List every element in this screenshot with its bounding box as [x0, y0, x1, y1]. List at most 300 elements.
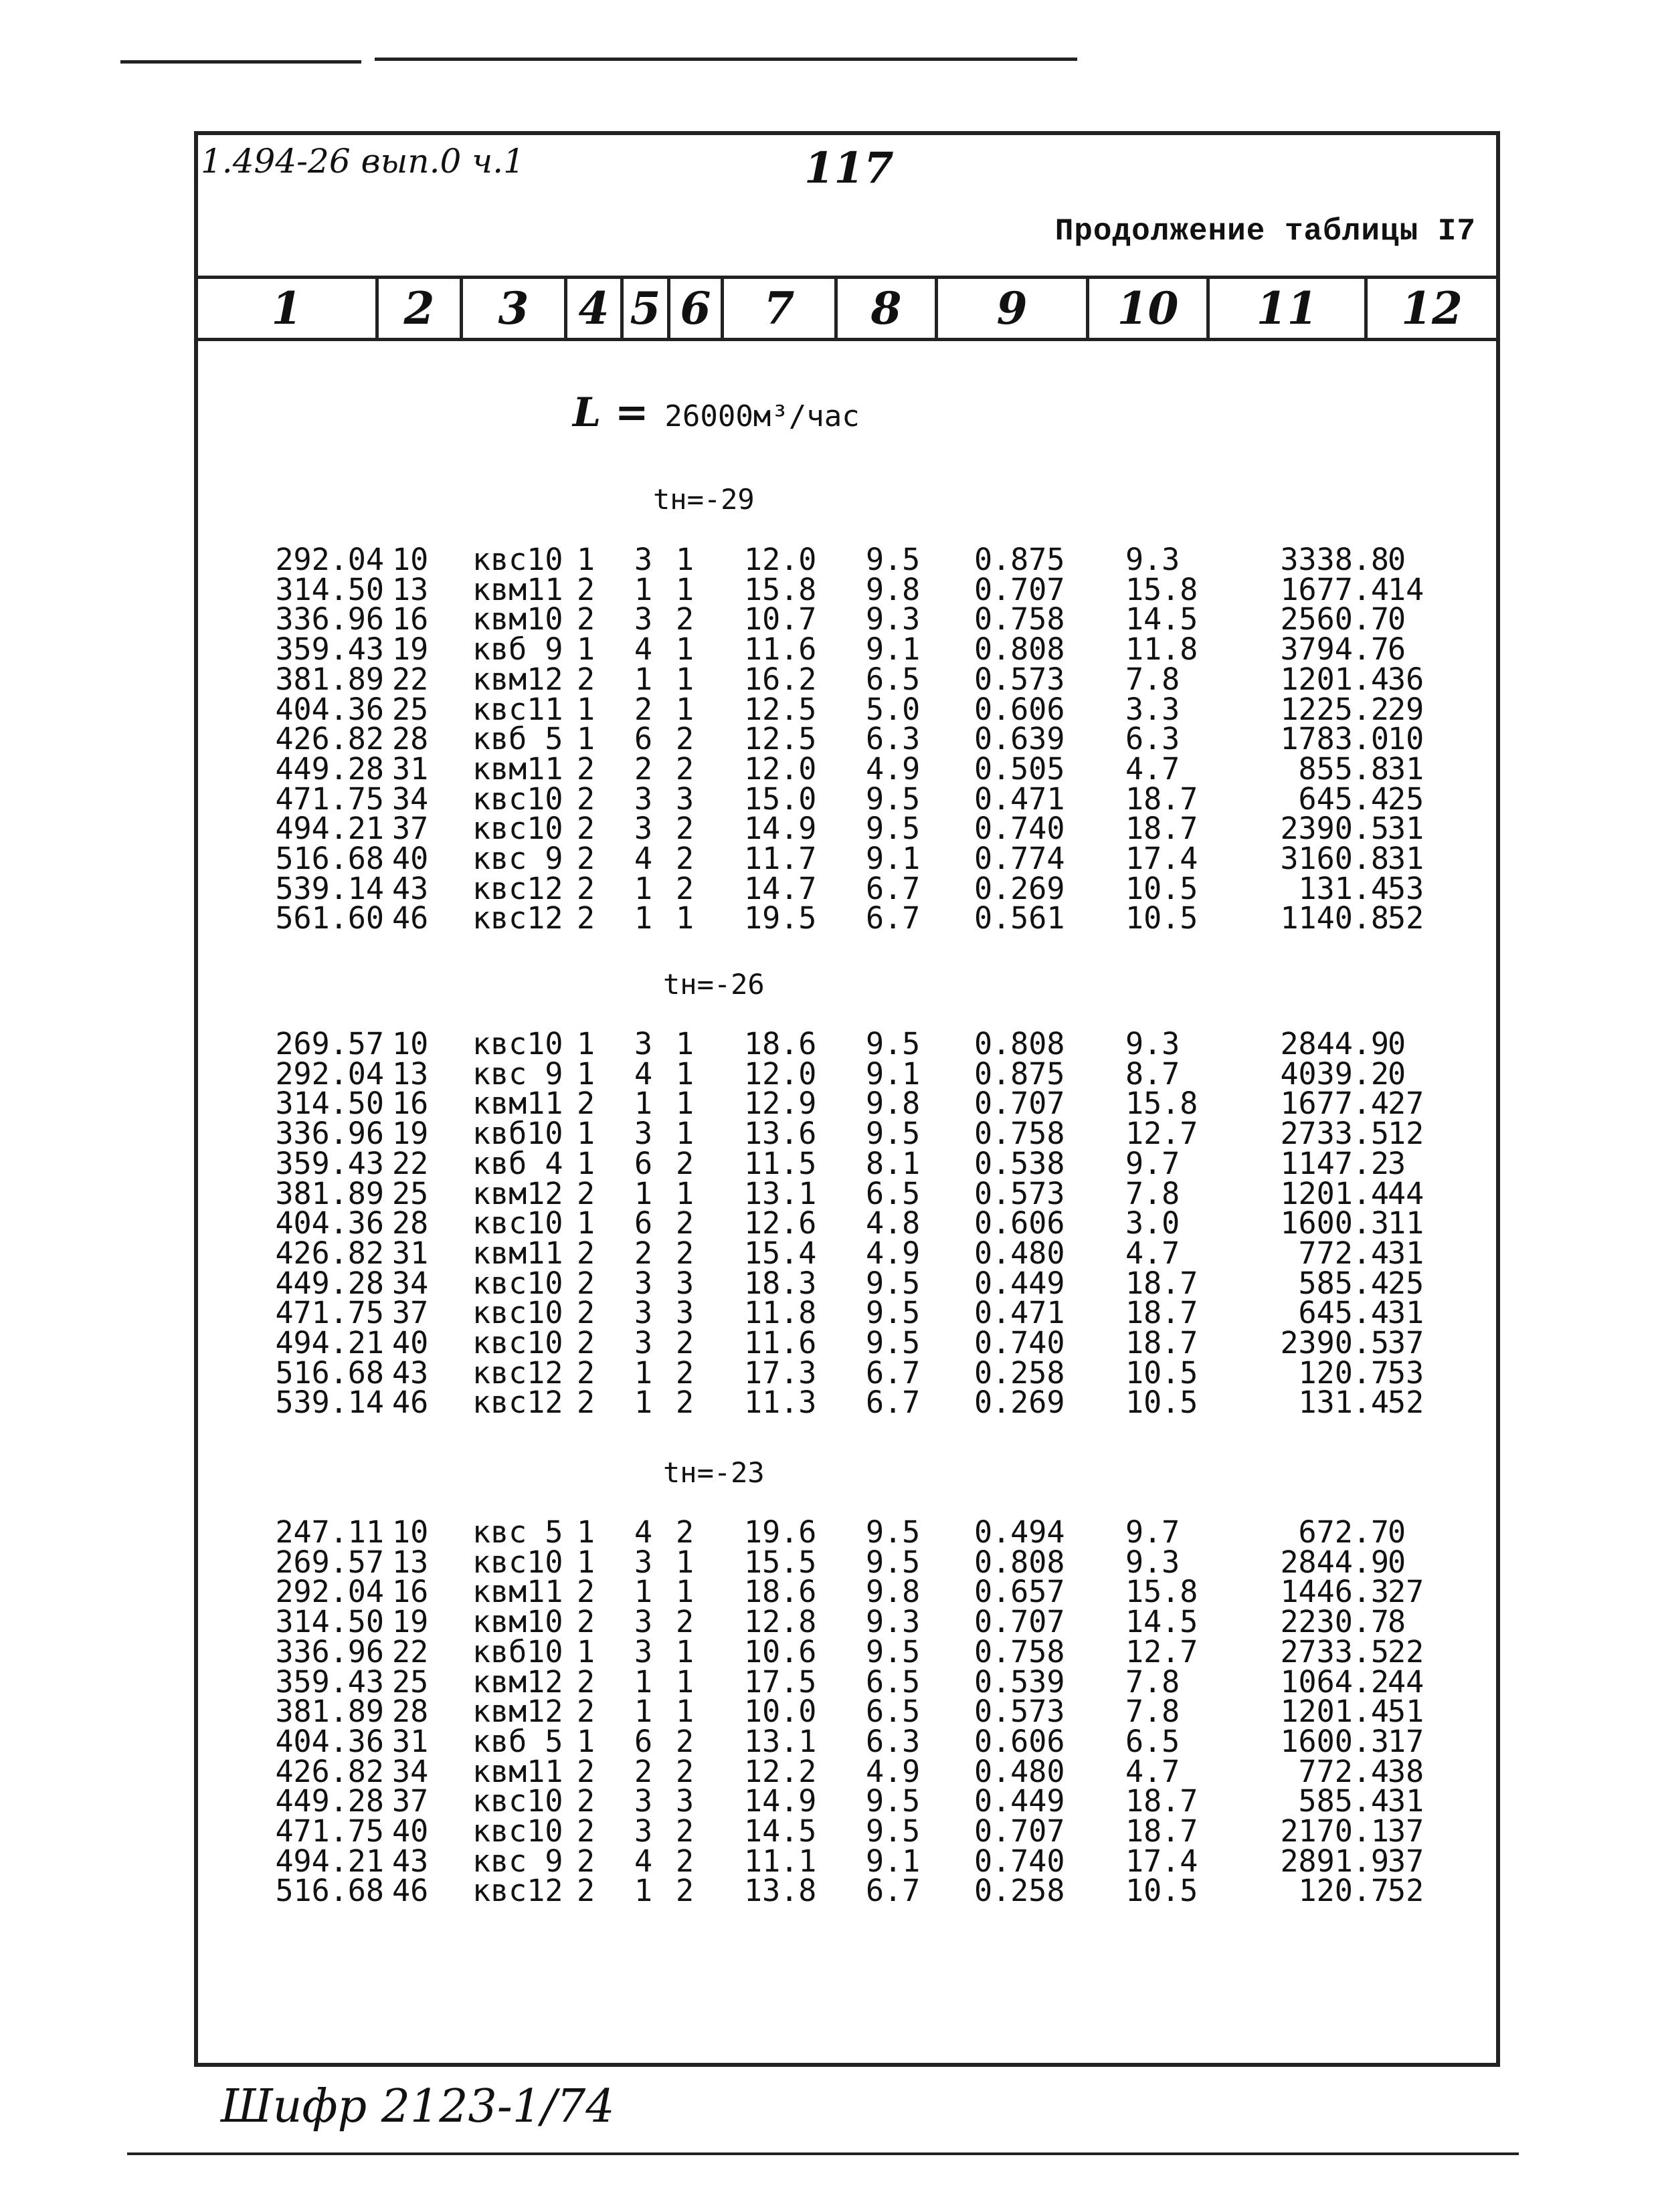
table-cell-col-12: 44 [1388, 1175, 1424, 1211]
table-cell-col-3: квс10 [472, 1205, 563, 1241]
table-cell-col-3: квм11 [472, 571, 563, 607]
table-cell-col-2: 34 [392, 781, 429, 817]
table-row [198, 661, 1496, 697]
table-cell-col-7: 12.0 [744, 542, 817, 577]
table-row [198, 601, 1496, 637]
table-cell-col-7: 10.6 [744, 1633, 817, 1670]
table-cell-col-6: 2 [676, 841, 695, 876]
table-cell-col-12: 36 [1388, 661, 1424, 697]
table-cell-col-4: 1 [577, 631, 595, 668]
table-cell-col-6: 1 [676, 1574, 695, 1610]
column-header: 2 [379, 279, 463, 338]
table-cell-col-4: 2 [577, 1843, 595, 1879]
table-cell-col-3: квс 9 [472, 1843, 563, 1879]
table-cell-col-9: 0.471 [974, 781, 1065, 817]
table-cell-col-8: 4.9 [866, 1235, 921, 1271]
table-row [198, 1514, 1496, 1550]
table-cell-col-2: 16 [392, 1086, 429, 1122]
table-cell-col-1: 381.89 [275, 661, 384, 697]
table-cell-col-5: 1 [634, 1354, 653, 1391]
table-cell-col-5: 1 [634, 1664, 653, 1700]
table-row [198, 1205, 1496, 1241]
table-cell-col-11: 2560.7 [1280, 601, 1389, 637]
table-row [198, 1385, 1496, 1421]
table-cell-col-8: 9.5 [866, 1325, 921, 1361]
table-cell-col-9: 0.269 [974, 1385, 1065, 1421]
table-cell-col-1: 516.68 [275, 841, 384, 876]
table-cell-col-1: 381.89 [275, 1175, 384, 1211]
table-row [198, 1295, 1496, 1331]
table-cell-col-9: 0.707 [974, 1604, 1065, 1640]
table-cell-col-1: 449.28 [275, 1265, 384, 1301]
table-cell-col-9: 0.538 [974, 1145, 1065, 1181]
table-cell-col-2: 22 [392, 1633, 429, 1670]
table-cell-col-5: 3 [634, 1265, 653, 1301]
table-cell-col-10: 9.3 [1125, 542, 1180, 577]
table-cell-col-7: 11.1 [744, 1843, 817, 1879]
table-cell-col-9: 0.258 [974, 1873, 1065, 1909]
table-cell-col-4: 1 [577, 1116, 595, 1152]
table-cell-col-7: 15.0 [744, 781, 817, 817]
document-frame [194, 131, 1500, 2067]
table-cell-col-1: 314.50 [275, 1604, 384, 1640]
table-cell-col-4: 1 [577, 1205, 595, 1241]
table-cell-col-7: 13.8 [744, 1873, 817, 1909]
table-cell-col-10: 9.3 [1125, 1544, 1180, 1580]
table-cell-col-7: 12.5 [744, 721, 817, 757]
table-cell-col-9: 0.707 [974, 571, 1065, 607]
table-cell-col-10: 4.7 [1125, 750, 1180, 787]
table-row [198, 1723, 1496, 1759]
table-cell-col-3: квб10 [472, 1116, 563, 1152]
table-cell-col-11: 1600.3 [1280, 1205, 1389, 1241]
table-cell-col-2: 22 [392, 661, 429, 697]
table-cell-col-4: 2 [577, 870, 595, 906]
table-cell-col-1: 336.96 [275, 1116, 384, 1152]
table-cell-col-1: 516.68 [275, 1354, 384, 1391]
table-cell-col-8: 9.1 [866, 631, 921, 668]
table-cell-col-3: квб 5 [472, 1723, 563, 1759]
table-cell-col-12: 0 [1388, 1514, 1406, 1550]
table-cell-col-3: квм11 [472, 750, 563, 787]
table-cell-col-3: квс10 [472, 1295, 563, 1331]
table-cell-col-6: 1 [676, 1175, 695, 1211]
table-cell-col-10: 14.5 [1125, 601, 1198, 637]
table-cell-col-5: 4 [634, 1055, 653, 1092]
table-cell-col-9: 0.758 [974, 1633, 1065, 1670]
table-cell-col-10: 18.7 [1125, 811, 1198, 847]
table-cell-col-9: 0.505 [974, 750, 1065, 787]
table-cell-col-7: 12.5 [744, 691, 817, 727]
table-cell-col-11: 1446.3 [1280, 1574, 1389, 1610]
table-cell-col-9: 0.707 [974, 1813, 1065, 1849]
table-cell-col-12: 3 [1388, 1145, 1406, 1181]
table-row [198, 1753, 1496, 1789]
table-cell-col-10: 14.5 [1125, 1604, 1198, 1640]
table-cell-col-1: 336.96 [275, 1633, 384, 1670]
table-cell-col-9: 0.639 [974, 721, 1065, 757]
table-cell-col-12: 17 [1388, 1723, 1424, 1759]
table-cell-col-10: 3.0 [1125, 1205, 1180, 1241]
table-cell-col-7: 12.0 [744, 750, 817, 787]
table-cell-col-12: 10 [1388, 721, 1424, 757]
table-cell-col-3: квс12 [472, 900, 563, 936]
table-cell-col-12: 31 [1388, 1295, 1424, 1331]
table-cell-col-9: 0.258 [974, 1354, 1065, 1391]
document-reference: 1.494-26 вып.0 ч.1 [201, 142, 525, 181]
column-header: 12 [1401, 282, 1463, 334]
table-row [198, 1235, 1496, 1271]
table-cell-col-7: 11.8 [744, 1295, 817, 1331]
table-cell-col-5: 3 [634, 1604, 653, 1640]
table-cell-col-8: 9.1 [866, 1055, 921, 1092]
table-cell-col-6: 1 [676, 900, 695, 936]
table-cell-col-6: 2 [676, 1813, 695, 1849]
table-row [198, 1604, 1496, 1640]
table-cell-col-4: 1 [577, 542, 595, 577]
table-cell-col-8: 9.5 [866, 1265, 921, 1301]
table-cell-col-6: 1 [676, 1026, 695, 1062]
table-cell-col-12: 27 [1388, 1086, 1424, 1122]
table-cell-col-3: квс10 [472, 1783, 563, 1819]
table-cell-col-1: 449.28 [275, 750, 384, 787]
table-cell-col-8: 6.5 [866, 661, 921, 697]
table-cell-col-8: 6.7 [866, 870, 921, 906]
table-cell-col-3: квм11 [472, 1574, 563, 1610]
table-cell-col-1: 359.43 [275, 631, 384, 668]
table-cell-col-10: 9.3 [1125, 1026, 1180, 1062]
column-header: 3 [463, 279, 567, 338]
table-cell-col-10: 6.3 [1125, 721, 1180, 757]
table-cell-col-6: 2 [676, 750, 695, 787]
table-cell-col-10: 12.7 [1125, 1116, 1198, 1152]
table-cell-col-12: 22 [1388, 1633, 1424, 1670]
table-cell-col-1: 292.04 [275, 542, 384, 577]
table-cell-col-4: 2 [577, 1783, 595, 1819]
table-cell-col-8: 8.1 [866, 1145, 921, 1181]
table-cell-col-3: квс 9 [472, 1055, 563, 1092]
table-cell-col-1: 314.50 [275, 1086, 384, 1122]
table-cell-col-11: 3160.8 [1280, 841, 1389, 876]
table-cell-col-2: 40 [392, 1813, 429, 1849]
table-cell-col-1: 426.82 [275, 1235, 384, 1271]
table-cell-col-9: 0.758 [974, 601, 1065, 637]
table-cell-col-7: 12.0 [744, 1055, 817, 1092]
table-cell-col-11: 1677.4 [1280, 1086, 1389, 1122]
table-cell-col-6: 2 [676, 1753, 695, 1789]
table-cell-col-10: 18.7 [1125, 1783, 1198, 1819]
table-cell-col-5: 6 [634, 1205, 653, 1241]
table-cell-col-6: 2 [676, 870, 695, 906]
table-cell-col-1: 359.43 [275, 1145, 384, 1181]
table-cell-col-10: 7.8 [1125, 1175, 1180, 1211]
table-cell-col-3: квс11 [472, 691, 563, 727]
table-cell-col-6: 2 [676, 721, 695, 757]
column-header: 6 [670, 279, 724, 338]
table-cell-col-5: 4 [634, 1843, 653, 1879]
table-cell-col-12: 0 [1388, 1544, 1406, 1580]
table-cell-col-6: 2 [676, 601, 695, 637]
table-cell-col-10: 7.8 [1125, 661, 1180, 697]
table-cell-col-9: 0.758 [974, 1116, 1065, 1152]
table-cell-col-2: 31 [392, 1723, 429, 1759]
table-cell-col-1: 292.04 [275, 1055, 384, 1092]
cipher-note: Шифр 2123-1/74 [221, 2080, 615, 2133]
table-cell-col-11: 1201.4 [1280, 661, 1389, 697]
table-cell-col-5: 3 [634, 811, 653, 847]
table-row [198, 1843, 1496, 1879]
table-cell-col-7: 12.8 [744, 1604, 817, 1640]
table-cell-col-8: 9.5 [866, 1813, 921, 1849]
table-cell-col-8: 9.5 [866, 542, 921, 577]
table-cell-col-9: 0.494 [974, 1514, 1065, 1550]
table-cell-col-5: 1 [634, 1086, 653, 1122]
table-cell-col-12: 37 [1388, 1325, 1424, 1361]
table-cell-col-4: 2 [577, 1664, 595, 1700]
table-cell-col-1: 539.14 [275, 1385, 384, 1421]
table-cell-col-1: 404.36 [275, 691, 384, 727]
table-cell-col-8: 9.5 [866, 1544, 921, 1580]
table-cell-col-2: 37 [392, 1295, 429, 1331]
flow-rate-line [573, 389, 860, 436]
table-cell-col-5: 2 [634, 1753, 653, 1789]
table-cell-col-9: 0.606 [974, 1723, 1065, 1759]
table-cell-col-7: 14.9 [744, 811, 817, 847]
table-cell-col-2: 28 [392, 1694, 429, 1730]
table-cell-col-8: 6.7 [866, 1873, 921, 1909]
table-cell-col-5: 4 [634, 1514, 653, 1550]
table-cell-col-11: 2844.9 [1280, 1544, 1389, 1580]
table-cell-col-9: 0.480 [974, 1235, 1065, 1271]
table-cell-col-9: 0.573 [974, 1694, 1065, 1730]
table-cell-col-11: 772.4 [1298, 1753, 1389, 1789]
table-cell-col-11: 1147.2 [1280, 1145, 1389, 1181]
table-cell-col-1: 494.21 [275, 811, 384, 847]
table-cell-col-5: 1 [634, 1873, 653, 1909]
table-cell-col-8: 9.3 [866, 601, 921, 637]
table-cell-col-8: 6.3 [866, 1723, 921, 1759]
table-cell-col-11: 585.4 [1298, 1783, 1389, 1819]
table-row [198, 544, 1496, 575]
table-cell-col-2: 13 [392, 571, 429, 607]
table-cell-col-10: 7.8 [1125, 1664, 1180, 1700]
table-cell-col-11: 645.4 [1298, 1295, 1389, 1331]
table-cell-col-3: квс12 [472, 870, 563, 906]
table-row [198, 1026, 1496, 1062]
table-cell-col-1: 494.21 [275, 1843, 384, 1879]
table-cell-col-3: квс10 [472, 542, 563, 577]
table-cell-col-5: 3 [634, 1813, 653, 1849]
table-cell-col-7: 11.3 [744, 1385, 817, 1421]
table-cell-col-8: 6.5 [866, 1694, 921, 1730]
table-cell-col-10: 15.8 [1125, 1086, 1198, 1122]
table-cell-col-9: 0.606 [974, 691, 1065, 727]
table-cell-col-2: 13 [392, 1544, 429, 1580]
table-cell-col-7: 13.6 [744, 1116, 817, 1152]
table-cell-col-7: 18.6 [744, 1026, 817, 1062]
table-row [198, 1783, 1496, 1819]
table-cell-col-2: 10 [392, 1026, 429, 1062]
table-cell-col-4: 2 [577, 601, 595, 637]
table-cell-col-4: 2 [577, 1385, 595, 1421]
table-cell-col-6: 1 [676, 1633, 695, 1670]
bottom-rule [127, 2152, 1519, 2155]
table-cell-col-4: 2 [577, 1694, 595, 1730]
table-cell-col-2: 46 [392, 1873, 429, 1909]
table-cell-col-2: 43 [392, 1354, 429, 1391]
table-cell-col-12: 31 [1388, 750, 1424, 787]
table-cell-col-8: 4.9 [866, 750, 921, 787]
table-cell-col-7: 17.3 [744, 1354, 817, 1391]
table-cell-col-2: 22 [392, 1145, 429, 1181]
table-cell-col-5: 3 [634, 601, 653, 637]
table-cell-col-3: квм10 [472, 601, 563, 637]
table-cell-col-12: 0 [1388, 1055, 1406, 1092]
table-cell-col-9: 0.471 [974, 1295, 1065, 1331]
table-cell-col-9: 0.875 [974, 1055, 1065, 1092]
table-cell-col-11: 1677.4 [1280, 571, 1389, 607]
table-cell-col-5: 4 [634, 631, 653, 668]
table-cell-col-6: 2 [676, 1604, 695, 1640]
table-cell-col-3: квс10 [472, 781, 563, 817]
table-cell-col-11: 1225.2 [1280, 691, 1389, 727]
table-cell-col-11: 772.4 [1298, 1235, 1389, 1271]
table-cell-col-7: 17.5 [744, 1664, 817, 1700]
table-cell-col-4: 1 [577, 1633, 595, 1670]
table-cell-col-5: 2 [634, 691, 653, 727]
table-cell-col-9: 0.774 [974, 841, 1065, 876]
table-cell-col-2: 16 [392, 1574, 429, 1610]
table-row [198, 1544, 1496, 1580]
table-cell-col-5: 3 [634, 1544, 653, 1580]
table-cell-col-5: 1 [634, 1175, 653, 1211]
table-cell-col-5: 1 [634, 900, 653, 936]
table-cell-col-12: 31 [1388, 811, 1424, 847]
table-cell-col-6: 2 [676, 1145, 695, 1181]
table-cell-col-6: 1 [676, 691, 695, 727]
table-cell-col-4: 1 [577, 1544, 595, 1580]
table-cell-col-10: 18.7 [1125, 1295, 1198, 1331]
table-cell-col-12: 25 [1388, 781, 1424, 817]
table-cell-col-3: квм12 [472, 1664, 563, 1700]
table-cell-col-6: 3 [676, 1295, 695, 1331]
table-cell-col-1: 426.82 [275, 721, 384, 757]
table-cell-col-9: 0.740 [974, 1843, 1065, 1879]
table-cell-col-10: 18.7 [1125, 1325, 1198, 1361]
table-cell-col-1: 471.75 [275, 1813, 384, 1849]
table-cell-col-2: 25 [392, 1175, 429, 1211]
table-cell-col-1: 539.14 [275, 870, 384, 906]
table-cell-col-9: 0.740 [974, 811, 1065, 847]
table-cell-col-6: 1 [676, 661, 695, 697]
table-cell-col-7: 13.1 [744, 1175, 817, 1211]
table-row [198, 750, 1496, 787]
table-cell-col-4: 1 [577, 721, 595, 757]
table-cell-col-2: 46 [392, 1385, 429, 1421]
table-cell-col-1: 426.82 [275, 1753, 384, 1789]
table-cell-col-8: 6.7 [866, 900, 921, 936]
table-cell-col-12: 12 [1388, 1116, 1424, 1152]
table-cell-col-12: 0 [1388, 1026, 1406, 1062]
table-cell-col-2: 19 [392, 631, 429, 668]
table-cell-col-4: 2 [577, 1873, 595, 1909]
table-cell-col-7: 14.9 [744, 1783, 817, 1819]
table-cell-col-8: 6.3 [866, 721, 921, 757]
table-cell-col-12: 25 [1388, 1265, 1424, 1301]
table-cell-col-7: 18.3 [744, 1265, 817, 1301]
table-cell-col-12: 31 [1388, 1235, 1424, 1271]
table-row [198, 843, 1496, 874]
table-cell-col-4: 2 [577, 811, 595, 847]
table-cell-col-11: 1140.8 [1280, 900, 1389, 936]
table-cell-col-3: квб 5 [472, 721, 563, 757]
table-row [198, 1574, 1496, 1610]
table-cell-col-12: 27 [1388, 1574, 1424, 1610]
table-cell-col-7: 15.8 [744, 571, 817, 607]
table-cell-col-9: 0.539 [974, 1664, 1065, 1700]
table-cell-col-9: 0.480 [974, 1753, 1065, 1789]
column-header: 10 [1089, 279, 1210, 338]
table-row [198, 1633, 1496, 1670]
table-cell-col-4: 2 [577, 571, 595, 607]
table-cell-col-8: 9.8 [866, 1086, 921, 1122]
table-cell-col-10: 15.8 [1125, 571, 1198, 607]
table-cell-col-9: 0.573 [974, 661, 1065, 697]
table-row [198, 1175, 1496, 1211]
table-cell-col-10: 18.7 [1125, 1813, 1198, 1849]
table-row [198, 571, 1496, 607]
table-cell-col-6: 3 [676, 1783, 695, 1819]
table-cell-col-11: 2170.1 [1280, 1813, 1389, 1849]
table-cell-col-7: 12.6 [744, 1205, 817, 1241]
table-cell-col-5: 1 [634, 1385, 653, 1421]
table-cell-col-8: 9.3 [866, 1604, 921, 1640]
table-cell-col-6: 1 [676, 631, 695, 668]
table-cell-col-11: 2733.5 [1280, 1633, 1389, 1670]
table-cell-col-3: квс12 [472, 1385, 563, 1421]
table-cell-col-4: 2 [577, 1086, 595, 1122]
table-cell-col-10: 7.8 [1125, 1694, 1180, 1730]
table-cell-col-6: 2 [676, 1723, 695, 1759]
flow-symbol: L = [573, 389, 649, 436]
table-cell-col-10: 17.4 [1125, 1843, 1198, 1879]
table-cell-col-2: 31 [392, 750, 429, 787]
table-cell-col-12: 0 [1388, 542, 1406, 577]
table-cell-col-3: квм11 [472, 1753, 563, 1789]
table-cell-col-12: 6 [1388, 631, 1406, 668]
table-cell-col-6: 1 [676, 1055, 695, 1092]
table-cell-col-3: квс10 [472, 1544, 563, 1580]
table-cell-col-6: 2 [676, 811, 695, 847]
table-cell-col-8: 6.5 [866, 1175, 921, 1211]
top-rule-left [120, 60, 361, 64]
table-cell-col-3: квм12 [472, 1694, 563, 1730]
table-cell-col-8: 9.1 [866, 841, 921, 876]
flow-rate-value: 26000м³/час [664, 399, 860, 433]
table-cell-col-8: 5.0 [866, 691, 921, 727]
table-cell-col-3: квс10 [472, 811, 563, 847]
table-cell-col-4: 1 [577, 1055, 595, 1092]
table-cell-col-4: 2 [577, 1813, 595, 1849]
table-cell-col-11: 2844.9 [1280, 1026, 1389, 1062]
table-row [198, 691, 1496, 727]
table-cell-col-1: 471.75 [275, 1295, 384, 1331]
table-cell-col-12: 52 [1388, 900, 1424, 936]
table-cell-col-7: 19.5 [744, 900, 817, 936]
table-cell-col-6: 2 [676, 1843, 695, 1879]
table-row [198, 1694, 1496, 1730]
table-cell-col-4: 2 [577, 1235, 595, 1271]
